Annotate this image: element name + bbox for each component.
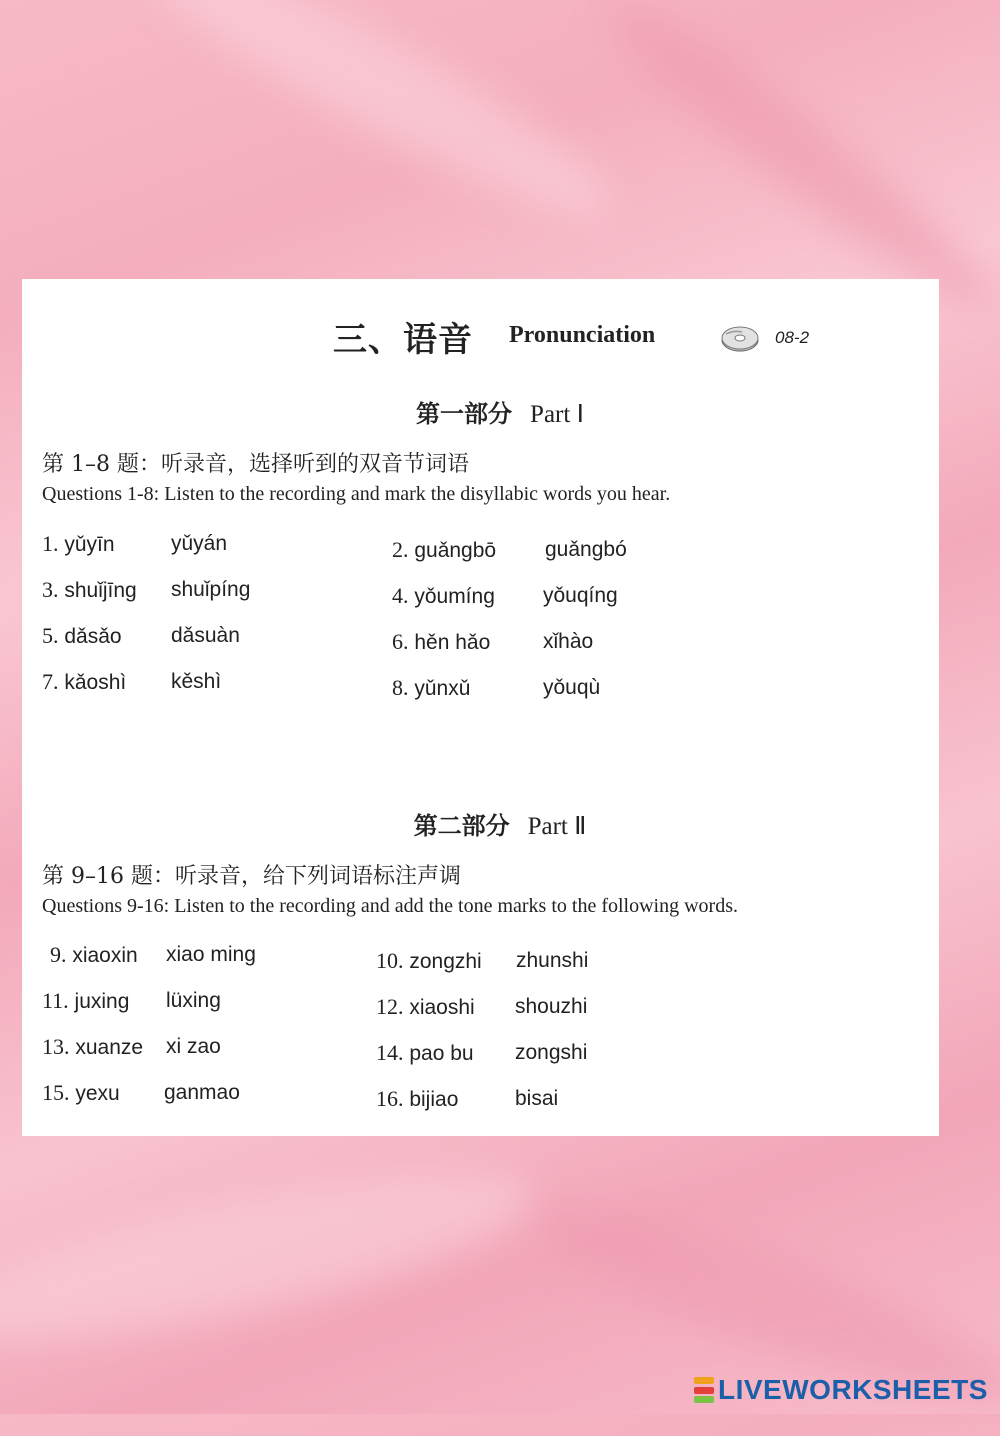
item-number: 14. (376, 1040, 404, 1065)
part2-heading (0, 806, 1000, 841)
part1-instruction-english: Questions 1-8: Listen to the recording and mark the disyllabic words you hear. (42, 483, 671, 505)
item-option-a[interactable]: bijiao (403, 1088, 459, 1111)
part2-heading-chinese: 第二部分 (413, 811, 510, 840)
item-number: 10. (376, 948, 404, 973)
item-option-b[interactable]: lüxing (166, 989, 221, 1012)
exercise-item (42, 1080, 120, 1106)
exercise-item (42, 669, 126, 695)
item-option-a[interactable]: xuanze (69, 1036, 144, 1059)
item-number: 7. (42, 669, 59, 694)
item-option-a[interactable]: xiaoxin (66, 944, 138, 967)
item-option-a[interactable]: dǎsǎo (58, 625, 122, 648)
exercise-item (42, 623, 122, 649)
section-title-row (0, 312, 1000, 362)
item-option-b[interactable]: xi zao (166, 1035, 221, 1058)
part1-heading-english: Part Ⅰ (530, 401, 584, 428)
item-number: 9. (50, 942, 67, 967)
item-option-a[interactable]: kǎoshì (58, 671, 127, 694)
item-option-b[interactable]: yǒuqíng (543, 584, 618, 607)
item-option-b[interactable]: shuǐpíng (171, 578, 251, 601)
item-option-b[interactable]: kěshì (171, 670, 222, 693)
item-option-a[interactable]: zongzhi (403, 950, 482, 973)
logo-text: LIVEWORKSHEETS (718, 1374, 988, 1405)
background-streak (0, 1139, 545, 1371)
item-number: 2. (392, 537, 409, 562)
item-option-b[interactable]: yǒuqù (543, 676, 601, 699)
item-option-a[interactable]: hěn hǎo (408, 631, 491, 654)
item-option-a[interactable]: juxing (68, 990, 130, 1013)
cd-icon (720, 324, 760, 352)
part2-heading-english: Part Ⅱ (527, 813, 587, 840)
item-number: 12. (376, 994, 404, 1019)
logo-bar (694, 1387, 714, 1394)
item-number: 11. (42, 988, 69, 1013)
item-option-a[interactable]: yǔnxǔ (408, 677, 471, 700)
item-option-a[interactable]: shuǐjīng (58, 579, 137, 602)
item-number: 6. (392, 629, 409, 654)
item-option-b[interactable]: yǔyán (171, 532, 228, 555)
exercise-item (42, 1034, 143, 1060)
item-option-b[interactable]: zhunshi (516, 949, 589, 972)
item-option-a[interactable]: xiaoshi (403, 996, 475, 1019)
logo-bar (694, 1396, 714, 1403)
item-number: 5. (42, 623, 59, 648)
part1-heading-chinese: 第一部分 (416, 399, 513, 428)
item-option-b[interactable]: xǐhào (543, 630, 594, 653)
exercise-item (376, 1040, 474, 1066)
item-option-b[interactable]: shouzhi (515, 995, 588, 1018)
item-option-b[interactable]: dǎsuàn (171, 624, 240, 647)
section-title-chinese: 三、语音 (333, 320, 473, 360)
item-number: 3. (42, 577, 59, 602)
logo-bar (694, 1377, 714, 1384)
item-option-b[interactable]: xiao ming (166, 943, 256, 966)
audio-track-number: 08-2 (775, 328, 810, 347)
exercise-item (376, 948, 482, 974)
item-option-b[interactable]: zongshi (515, 1041, 588, 1064)
section-title-english: Pronunciation (509, 322, 656, 348)
exercise-item (42, 577, 137, 603)
item-number: 4. (392, 583, 409, 608)
item-option-a[interactable]: yexu (69, 1082, 120, 1105)
exercise-item (376, 1086, 458, 1112)
item-number: 13. (42, 1034, 70, 1059)
item-option-a[interactable]: yǔyīn (58, 533, 115, 556)
background-streak (129, 0, 630, 247)
item-number: 15. (42, 1080, 70, 1105)
item-number: 8. (392, 675, 409, 700)
exercise-item (392, 675, 470, 701)
liveworksheets-logo[interactable] (694, 1374, 988, 1406)
part1-instruction-chinese: 第 1–8 题：听录音，选择听到的双音节词语 (42, 452, 469, 477)
part2-instruction-chinese: 第 9–16 题：听录音，给下列词语标注声调 (42, 864, 461, 889)
part1-heading (0, 394, 1000, 429)
exercise-item (392, 629, 490, 655)
exercise-item (42, 531, 115, 557)
exercise-item (392, 583, 495, 609)
exercise-item (42, 988, 129, 1014)
item-option-a[interactable]: guǎngbō (408, 539, 497, 562)
item-option-a[interactable]: yǒumíng (408, 585, 495, 608)
item-option-b[interactable]: ganmao (164, 1081, 240, 1104)
item-option-b[interactable]: bisai (515, 1087, 559, 1110)
item-option-a[interactable]: pao bu (403, 1042, 474, 1065)
item-number: 16. (376, 1086, 404, 1111)
exercise-item (376, 994, 475, 1020)
logo-mark-icon (694, 1377, 714, 1403)
exercise-item (392, 537, 496, 563)
item-option-b[interactable]: guǎngbó (545, 538, 627, 561)
item-number: 1. (42, 531, 59, 556)
exercise-item (50, 942, 138, 968)
part2-instruction-english: Questions 9-16: Listen to the recording and add the tone marks to the following words. (42, 895, 738, 917)
